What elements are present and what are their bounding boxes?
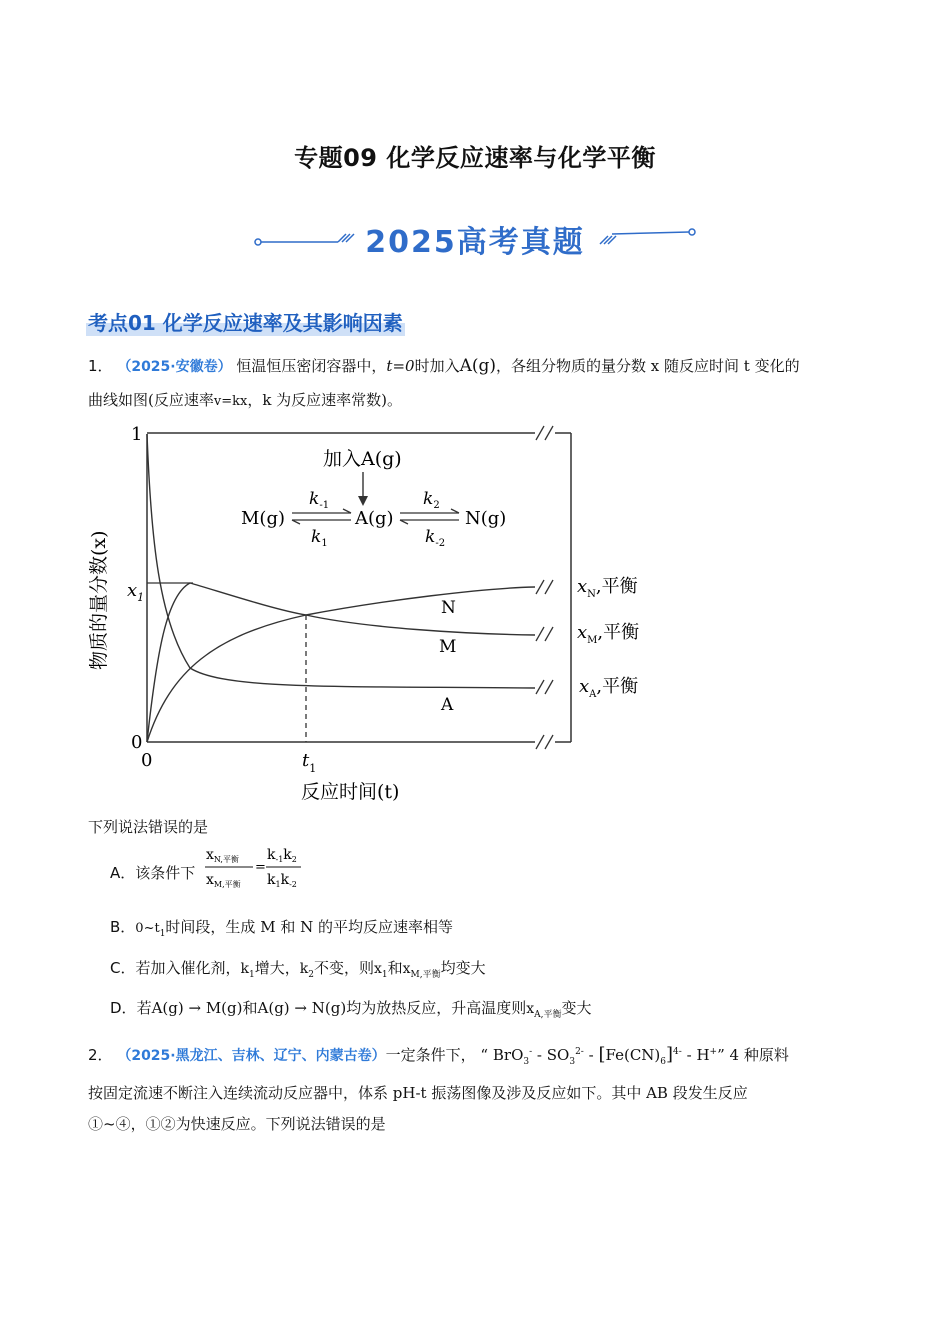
option-a-label: A． bbox=[110, 864, 136, 882]
eq-n-label: $x_N$,平衡 bbox=[577, 576, 638, 600]
k-minus-2: $k_{-2}$ bbox=[425, 527, 446, 549]
y-tick-0: 0 bbox=[131, 732, 143, 753]
option-d-text: 均为放热反应，升高温度则 bbox=[346, 999, 527, 1017]
t1-label: $t_1$ bbox=[302, 750, 317, 775]
question-1-line-2 bbox=[88, 390, 402, 412]
option-a-formula bbox=[203, 843, 308, 895]
question-1-source: （2025·安徽卷） bbox=[117, 359, 232, 375]
option-c[interactable]: C．若加入催化剂，$k_1$增大，$k_2$不变，则$x_1$和$x_{M,平衡}$均变大 bbox=[110, 959, 486, 980]
svg-text:=: = bbox=[255, 860, 266, 875]
add-a-label: 加入A(g) bbox=[323, 448, 402, 470]
question-1-number: 1． bbox=[88, 357, 113, 375]
k-1: $k_1$ bbox=[311, 527, 328, 549]
svg-text:k-1k2: $k_{-1}k_2$ bbox=[267, 847, 297, 864]
ferrocyanide: Fe(CN) bbox=[605, 1046, 661, 1064]
reaction-a-to-m: A(g) → M(g) bbox=[151, 999, 243, 1017]
page-title: 专题09 化学反应速率与化学平衡 bbox=[294, 144, 656, 172]
curve-a-label: A bbox=[441, 695, 454, 715]
svg-text:xM,平衡: $x_{M,平衡}$ bbox=[206, 872, 241, 889]
banner-title: 2025高考真题 bbox=[365, 225, 585, 260]
sulfite: SO bbox=[546, 1046, 570, 1064]
option-c-text: 增大， bbox=[254, 959, 300, 977]
option-a-text: 该条件下 bbox=[135, 864, 196, 882]
curve-n bbox=[147, 587, 535, 742]
option-a[interactable] bbox=[110, 862, 195, 883]
question-1-stem: 下列说法错误的是 bbox=[88, 818, 209, 836]
reaction-a-to-n: A(g) → N(g) bbox=[257, 999, 347, 1017]
k-minus-1: $k_{-1}$ bbox=[309, 489, 330, 511]
curve-n-label: N bbox=[441, 598, 456, 618]
question-2-line-2: 按固定流速不断注入连续流动反应器中，体系 pH-t 振荡图像及涉及反应如下。其中 AB 段发生反应 bbox=[88, 1084, 748, 1102]
curve-a bbox=[147, 434, 535, 688]
bromate: BrO bbox=[492, 1046, 524, 1064]
option-d[interactable]: D．若A(g) → M(g)和A(g) → N(g)均为放热反应，升高温度则$x_{A,平衡}$变大 bbox=[110, 999, 592, 1020]
add-arrow-head bbox=[358, 496, 368, 506]
option-d-text: 若 bbox=[136, 999, 152, 1017]
t-zero: t=0 bbox=[386, 357, 415, 375]
hydrogen-ion: H bbox=[696, 1046, 710, 1064]
curve-m-label: M bbox=[439, 637, 457, 657]
option-b[interactable]: B．$0\sim t_1$时间段，生成 M 和 N 的平均反应速率相等 bbox=[110, 918, 453, 939]
x-tick-0: 0 bbox=[141, 750, 153, 771]
y-tick-1: 1 bbox=[131, 424, 143, 445]
mole-fraction-chart bbox=[85, 420, 665, 810]
question-1-text: 时加入 bbox=[414, 357, 460, 375]
option-c-text: 均变大 bbox=[440, 959, 486, 977]
question-2-line-1: 2． （2025·黑龙江、吉林、辽宁、内蒙古卷）一定条件下， “ $BrO_3^- - SO_3^{2-} - [Fe(CN)_6]^{4-} - H^+$” 4 种原料 bbox=[88, 1044, 789, 1067]
section-heading: 考点01 化学反应速率及其影响因素 bbox=[86, 307, 405, 336]
option-c-text: 若加入催化剂， bbox=[135, 959, 241, 977]
option-d-text: 和 bbox=[242, 999, 258, 1017]
k-2: $k_2$ bbox=[423, 489, 440, 511]
option-c-text: 和 bbox=[387, 959, 403, 977]
rate-equation: v=kx bbox=[213, 394, 248, 409]
question-1-text: 曲线如图(反应速率 bbox=[88, 391, 214, 409]
curve-layer bbox=[147, 434, 535, 742]
scheme-n: N(g) bbox=[465, 508, 507, 529]
species-a: A(g) bbox=[459, 356, 497, 376]
question-2-text: 一定条件下， bbox=[385, 1046, 476, 1064]
option-c-text: 不变，则 bbox=[313, 959, 374, 977]
question-1-text: ，各组分物质的量分数 x 随反应时间 t 变化的 bbox=[496, 357, 800, 375]
equilibrium-arrows-left bbox=[292, 509, 351, 524]
eq-a-label: $x_A$,平衡 bbox=[579, 676, 639, 700]
axis-break-marks bbox=[536, 426, 553, 749]
question-2-source: （2025·黑龙江、吉林、辽宁、内蒙古卷） bbox=[117, 1048, 386, 1064]
x1-label: $x_1$ bbox=[127, 580, 145, 604]
option-b-label: B． bbox=[110, 918, 136, 936]
option-c-label: C． bbox=[110, 959, 136, 977]
equilibrium-arrows-right bbox=[400, 509, 459, 524]
question-2-number: 2． bbox=[88, 1046, 113, 1064]
y-axis-title: 物质的量分数(x) bbox=[88, 530, 110, 670]
quote-close: ” bbox=[717, 1046, 725, 1064]
svg-text:xN,平衡: $x_{N,平衡}$ bbox=[206, 847, 239, 864]
question-1-text: ，k 为反应速率常数)。 bbox=[247, 391, 403, 409]
question-1-text: 恒温恒压密闭容器中， bbox=[236, 357, 387, 375]
x-axis-title: 反应时间(t) bbox=[301, 781, 400, 803]
curve-m bbox=[147, 583, 535, 742]
question-1-line-1 bbox=[88, 356, 800, 377]
option-d-label: D． bbox=[110, 999, 137, 1017]
quote-open: “ bbox=[480, 1046, 489, 1064]
scheme-a: A(g) bbox=[355, 508, 394, 529]
question-2-line-3: ①~④，①②为快速反应。下列说法错误的是 bbox=[88, 1115, 386, 1133]
scheme-m: M(g) bbox=[241, 508, 285, 529]
option-b-text: 时间段，生成 M 和 N 的平均反应速率相等 bbox=[165, 918, 453, 936]
time-range: 0~t bbox=[135, 921, 160, 936]
question-2-text: 4 种原料 bbox=[729, 1046, 789, 1064]
eq-m-label: $x_M$,平衡 bbox=[577, 622, 640, 646]
option-d-text: 变大 bbox=[561, 999, 592, 1017]
svg-text:k1k-2: $k_1k_{-2}$ bbox=[267, 872, 297, 889]
